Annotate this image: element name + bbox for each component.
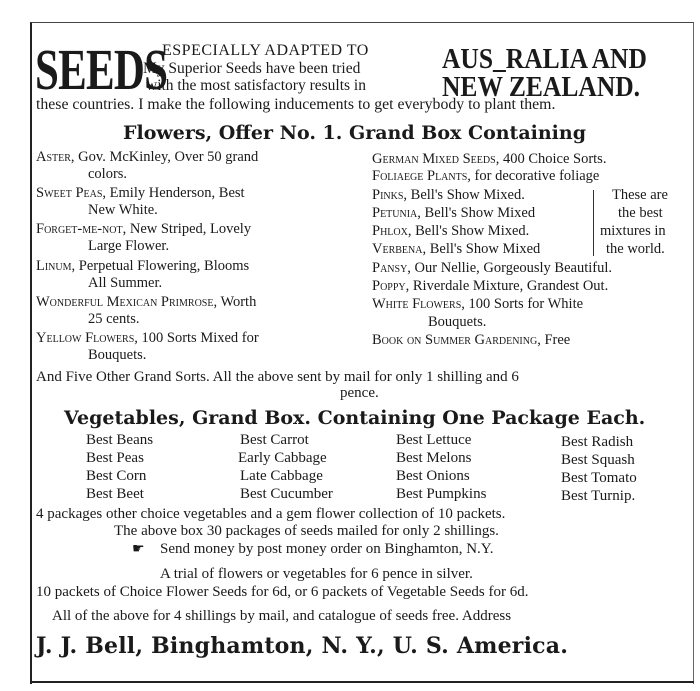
- flower-white-flowers: White Flowers, 100 Sorts for White: [372, 296, 584, 312]
- veg-best-lettuce: Best Lettuce: [396, 432, 472, 448]
- veg-best-tomato: Best Tomato: [561, 470, 637, 486]
- flower-mexican-primrose: Wonderful Mexican Primrose, Worth: [36, 294, 257, 310]
- flower-aster: Aster, Gov. McKinley, Over 50 grand: [36, 149, 259, 165]
- veg-best-corn: Best Corn: [86, 468, 147, 484]
- intro-text: these countries. I make the following inducements to get everybody to plant them.: [36, 96, 556, 113]
- header-line-1: ESPECIALLY ADAPTED TO: [162, 42, 369, 59]
- address-signature: J. J. Bell, Binghamton, N. Y., U. S. America.: [36, 633, 569, 659]
- flower-poppy: Poppy, Riverdale Mixture, Grandest Out.: [372, 278, 609, 294]
- bells-note-4: the world.: [606, 241, 665, 257]
- bells-brace: [593, 190, 594, 256]
- veg-line-2: The above box 30 packages of seeds mailed for only 2 shillings.: [114, 523, 499, 539]
- header-line-2: My Superior Seeds have been tried: [143, 60, 361, 77]
- flower-yellow-flowers: Yellow Flowers, 100 Sorts Mixed for: [36, 330, 259, 346]
- veg-best-radish: Best Radish: [561, 434, 634, 450]
- veg-best-melons: Best Melons: [396, 450, 472, 466]
- pointing-hand-icon: ☛: [132, 541, 145, 557]
- vegetables-title: Vegetables, Grand Box. Containing One Package Each.: [64, 407, 646, 429]
- header-line-3: with the most satisfactory results in: [146, 77, 366, 94]
- packets-text: 10 packets of Choice Flower Seeds for 6d, or 6 packets of Vegetable Seeds for 6d.: [36, 584, 529, 600]
- flower-phlox: Phlox, Bell's Show Mixed.: [372, 223, 530, 239]
- veg-best-pumpkins: Best Pumpkins: [396, 486, 487, 502]
- flower-forget-me-not: Forget-me-not, New Striped, Lovely: [36, 221, 252, 237]
- flower-pansy: Pansy, Our Nellie, Gorgeously Beautiful.: [372, 260, 613, 276]
- bells-note-3: mixtures in: [600, 223, 666, 239]
- flower-pinks: Pinks, Bell's Show Mixed.: [372, 187, 525, 203]
- new-zealand: NEW ZEALAND.: [442, 71, 641, 103]
- flower-aster-cont: colors.: [88, 166, 128, 182]
- flower-sweet-peas-cont: New White.: [88, 202, 158, 218]
- catalogue-text: All of the above for 4 shillings by mail, and catalogue of seeds free. Address: [52, 608, 512, 624]
- flower-german-mixed: German Mixed Seeds, 400 Choice Sorts.: [372, 151, 607, 167]
- veg-late-cabbage: Late Cabbage: [240, 468, 323, 484]
- flowers-footer-cont: pence.: [340, 385, 379, 401]
- flower-mexican-primrose-cont: 25 cents.: [88, 311, 140, 327]
- send-money-text: Send money by post money order on Binghamton, N.Y.: [160, 541, 494, 557]
- veg-best-beet: Best Beet: [86, 486, 144, 502]
- veg-best-cucumber: Best Cucumber: [240, 486, 333, 502]
- veg-best-carrot: Best Carrot: [240, 432, 309, 448]
- trial-text: A trial of flowers or vegetables for 6 pence in silver.: [160, 566, 473, 582]
- flower-petunia: Petunia, Bell's Show Mixed: [372, 205, 536, 221]
- australia-and: AUS_RALIA AND: [442, 43, 647, 75]
- flower-linum-cont: All Summer.: [88, 275, 163, 291]
- veg-best-onions: Best Onions: [396, 468, 470, 484]
- seeds-heading: SEEDS: [35, 37, 168, 102]
- flowers-title: Flowers, Offer No. 1. Grand Box Containing: [123, 122, 586, 144]
- bells-note-2: the best: [618, 205, 663, 221]
- bottom-rule: [30, 681, 694, 683]
- flower-linum: Linum, Perpetual Flowering, Blooms: [36, 258, 250, 274]
- flower-forget-me-not-cont: Large Flower.: [88, 238, 170, 254]
- flower-white-flowers-cont: Bouquets.: [428, 314, 487, 330]
- flowers-footer: And Five Other Grand Sorts. All the above sent by mail for only 1 shilling and 6: [36, 369, 519, 385]
- flower-yellow-flowers-cont: Bouquets.: [88, 347, 147, 363]
- bells-note-1: These are: [612, 187, 668, 203]
- flower-sweet-peas: Sweet Peas, Emily Henderson, Best: [36, 185, 245, 201]
- veg-best-peas: Best Peas: [86, 450, 144, 466]
- veg-best-beans: Best Beans: [86, 432, 154, 448]
- veg-best-squash: Best Squash: [561, 452, 635, 468]
- flower-book: Book on Summer Gardening, Free: [372, 332, 571, 348]
- veg-best-turnip: Best Turnip.: [561, 488, 636, 504]
- veg-early-cabbage: Early Cabbage: [238, 450, 327, 466]
- veg-line-1: 4 packages other choice vegetables and a gem flower collection of 10 packets.: [36, 506, 506, 522]
- flower-verbena: Verbena, Bell's Show Mixed: [372, 241, 541, 257]
- flower-foliage-plants: Foliaege Plants, for decorative foliage: [372, 168, 600, 184]
